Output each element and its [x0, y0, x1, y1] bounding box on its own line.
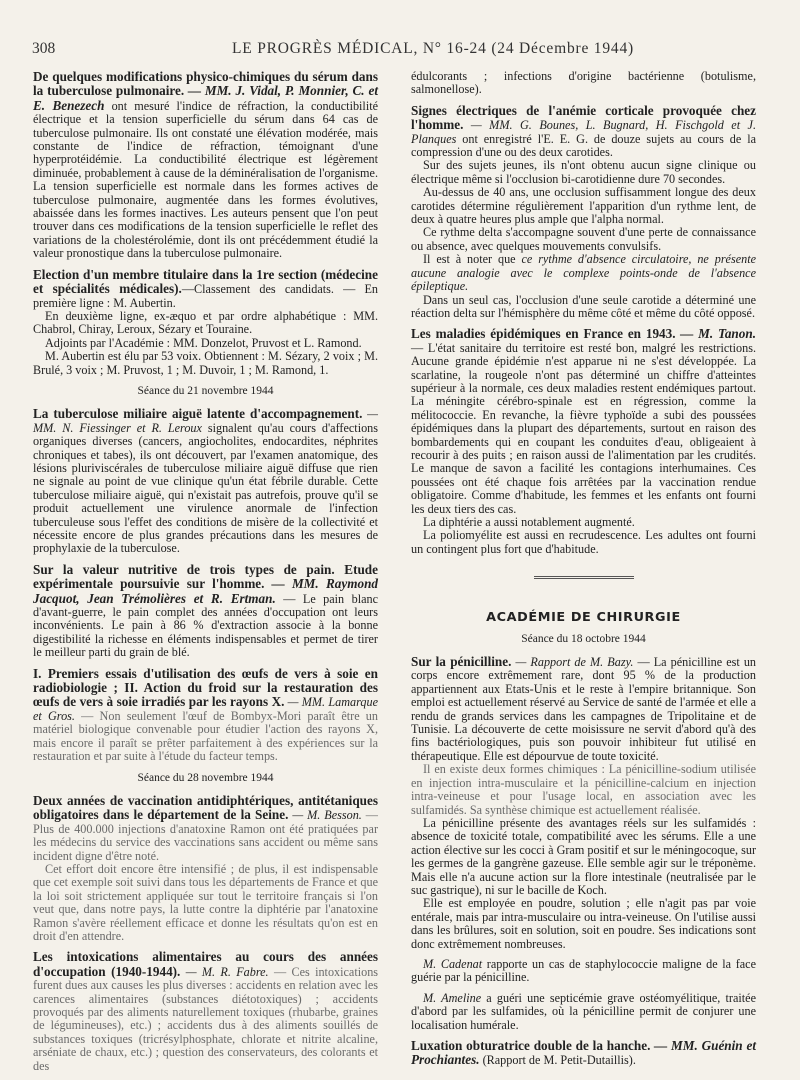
paragraph: Elle est employée en poudre, solution ; elle n'agit pas par voie entérale, mais par intra-musculaire ou intra-veineuse. On l'utilise aussi dans les brûlures, soit en solution, soit en poudre. Ses indications sont donc extrêmement nombreuses.	[411, 896, 756, 951]
paragraph: Sur des sujets jeunes, ils n'ont obtenu aucun signe clinique ou électrique même si l'occlusion bi-carotidienne dure 70 secondes.	[411, 158, 756, 186]
article-authors: M. Cadenat	[423, 956, 483, 971]
article-election	[33, 268, 378, 377]
article-text: — La pénicilline est un corps encore extrêmement rare, dont 95 % de la production appartiennent aux Etats-Unis et le reste à l'empire britannique. Son emploi est actuellement réservé au Service de santé de l'armée et elle a rendu de grands services dans les campagnes de Tripolitaine et de Tunisie. La découverte de cette moisissure ne servit d'abord qu'à des fins bactériologiques, puis son pouvoir inhibiteur fut utilisé en thérapeutique. Elle est dépourvue de toute toxicité.	[411, 655, 757, 763]
seance-heading: Séance du 21 novembre 1944	[137, 384, 274, 397]
paragraph: M. Aubertin est élu par 53 voix. Obtiennent : M. Sézary, 2 voix ; M. Brulé, 3 voix ; M. Pruvost, 1 ; M. Duvoir, 1 ; M. Ramond, 1.	[33, 349, 378, 377]
paragraph: En deuxième ligne, ex-æquo et par ordre alphabétique : MM. Chabrol, Chiray, Leroux, Sézary et Touraine.	[33, 308, 378, 337]
article-continuation	[411, 70, 756, 97]
article-title: Luxation obturatrice double de la hanche.	[411, 1038, 651, 1053]
article-authors: — MM. Guénin et Prochiantes.	[411, 1038, 757, 1068]
article-text: rapporte un cas de staphylococcie maligne de la face guérie par la pénicilline.	[411, 956, 756, 985]
paragraph: Il en existe deux formes chimiques : La pénicilline-sodium utilisée en injection intra-musculaire et la pénicilline-calcium en injection intra-veineuse et pour l'usage local, en association avec les sulfamidés. Sa synthèse chimique est actuellement réalisée.	[411, 762, 756, 817]
article-vaccination	[33, 794, 378, 943]
article-text: —Classement des candidats. — En première ligne : M. Aubertin.	[33, 282, 378, 310]
article-authors: — MM. Lamarque et Gros.	[33, 695, 378, 723]
article-text: a guéri une septicémie grave ostéomyélitique, traitée d'abord par les sulfamides, où la pénicilline permit de conjurer une localisation humérale.	[411, 990, 756, 1032]
article-authors: — MM. J. Vidal, P. Monnier, C. et E. Benezech	[33, 83, 378, 113]
article-title: Les intoxications alimentaires au cours des années d'occupation (1940-1944).	[33, 949, 378, 979]
article-authors: M. Ameline	[423, 990, 482, 1005]
right-column	[411, 70, 756, 1075]
article-penicilline	[411, 655, 756, 951]
article-text: — Plus de 400.000 injections d'anatoxine Ramon ont été pratiquées par les médecins du service des vaccinations sans accident ou même sans incident digne d'être noté.	[33, 808, 378, 863]
paragraph: Au-dessus de 40 ans, une occlusion suffisamment longue des deux carotides détermine régulièrement l'apparition d'un rythme lent, de deux à quatre heures plus ample que l'alpha normal.	[411, 185, 756, 227]
article-maladies-epidemiques	[411, 327, 756, 556]
paragraph: Adjoints par l'Académie : MM. Donzelot, Pruvost et L. Ramond.	[45, 335, 362, 350]
article-title: Election d'un membre titulaire dans la 1re section (médecine et spécialités médicales).	[33, 266, 378, 297]
article-title: De quelques modifications physico-chimiques du sérum dans la tuberculose pulmonaire.	[33, 69, 378, 99]
article-cadenat	[411, 958, 756, 985]
section-divider	[534, 576, 634, 579]
article-text: — Le pain blanc d'avant-guerre, le pain complet des années d'occupation ont leurs inconvénients. Le pain à 86 % d'extraction associe à la bonne digestibilité la richesse en éléments indispensables et permet de tirer le meilleur parti du grain de blé.	[33, 591, 378, 660]
article-pain	[33, 563, 378, 660]
article-title: Sur la valeur nutritive de trois types de pain. Etude expérimentale poursuivie sur l'homme.	[33, 561, 378, 592]
section-heading-academie: ACADÉMIE DE CHIRURGIE	[486, 610, 681, 626]
article-title: I. Premiers essais d'utilisation des œufs de vers à soie en radiobiologie ; II. Action du froid sur la restauration des œufs de vers à soie irradiés par les rayons X.	[33, 665, 378, 710]
article-authors: — M. R. Fabre.	[185, 964, 269, 979]
left-column	[33, 70, 378, 1080]
article-text: — Ces intoxications furent dues aux causes les plus diverses : accidents en relation avec les carences alimentaires (substances diétotoxiques) ; accidents provoqués par des aliments naturellement toxiques (rhubarbe, graines de légumineuses), etc.) ; accidents dus à des aliments souillés de substances toxiques (tricrésylphosphate, chlorate et nitrite alcaline, arséniate de chaux, etc.) ; question des conservateurs, des colorants et des	[33, 964, 379, 1073]
article-title: Deux années de vaccination antidiphtériques, antitétaniques obligatoires dans le département de la Seine.	[33, 792, 378, 823]
paragraph: Cet effort doit encore être intensifié ; de plus, il est indispensable que cet exemple soit suivi dans tous les départements de France et que la loi soit strictement appliquée sur tout le territoire français si l'on veut que, dans notre pays, la lutte contre la diphtérie par l'anatoxine Ramon s'avère réellement efficace et donne les résultats qu'on est en droit d'en attendre.	[33, 861, 378, 943]
seance-heading: Séance du 28 novembre 1944	[137, 771, 274, 784]
seance-heading: Séance du 18 octobre 1944	[521, 632, 646, 645]
article-title: La tuberculose miliaire aiguë latente d'accompagnement.	[33, 406, 363, 422]
article-title: Signes électriques de l'anémie corticale provoquée chez l'homme.	[411, 102, 756, 133]
paragraph: La diphtérie a aussi notablement augmenté.	[423, 515, 635, 529]
article-ameline	[411, 992, 756, 1032]
article-miliaire	[33, 407, 378, 555]
article-anemie-corticale	[411, 104, 756, 321]
article-text: ont enregistré l'E. E. G. de douze sujets au cours de la compression d'une ou des deux carotides.	[411, 131, 756, 160]
article-title: Sur la pénicilline.	[411, 654, 512, 670]
article-authors: — M. Tanon.	[680, 326, 756, 342]
paragraph: La pénicilline présente des avantages réels sur les sulfamidés : absence de toxicité totale, compatibilité avec les sérums. Elle a une action élective sur les cocci à Gram positif et sur le méningocoque, sur les germes de la gangrène gazeuse. Elle semble agir sur le tréponème. Mais elle n'a aucune action sur la flore intestinale (neutralisée par le suc gastrique), ni sur le bacille de Koch.	[411, 815, 756, 897]
running-header	[32, 40, 772, 62]
paragraph: Ce rythme delta s'accompagne souvent d'une perte de connaissance ou absence, avec quelques mouvements convulsifs.	[411, 225, 756, 253]
paragraph-text: Il est à noter que	[423, 252, 516, 267]
paragraph: édulcorants ; infections d'origine bactérienne (botulisme, salmonellose).	[411, 69, 756, 97]
article-title: Les maladies épidémiques en France en 1943.	[411, 326, 676, 342]
paragraph-emphasis: ce rythme d'absence circulatoire, ne présente aucune analogie avec le complexe points-onde de l'absence épileptique.	[411, 252, 757, 294]
article-serum-tuberculose	[33, 70, 378, 261]
page-number: 308	[32, 40, 56, 57]
article-text: — Non seulement l'œuf de Bombyx-Mori paraît être un matériel biologique convenable pour étudier l'action des rayons X, mais encore il paraît se prêter parfaitement à des expériences sur la restauration et par suite à l'étude du facteur temps.	[33, 708, 378, 764]
article-authors: — MM. G. Bounes, L. Bugnard, H. Fischgold et J. Planques	[411, 118, 757, 146]
article-text: ont mesuré l'indice de réfraction, la conductibilité électrique et la tension superficielle du sérum dans 64 cas de tuberculose pulmonaire. Ils ont constaté une élévation modérée, mais constante de l'indice de réfraction, témoignant d'une hyperprotéidémie. La conductibilité électrique est légèrement diminuée, probablement à cause de la déminéralisation de l'organisme. La tension superficielle est normale dans les formes actives de tuberculose pulmonaire, augmentée dans les formes évolutives, abaissée dans les formes inactives. Les auteurs pensent que l'on peut trouver dans ces modifications de la tension superficielle le reflet des variations de la cholestérolémie, dont ils ont précédemment étudié la valeur pronostique dans la tuberculose pulmonaire.	[33, 98, 378, 261]
journal-title: LE PROGRÈS MÉDICAL, N° 16-24 (24 Décembre 1944)	[232, 40, 634, 57]
article-luxation	[411, 1039, 756, 1068]
article-vers-a-soie	[33, 667, 378, 764]
article-text: (Rapport de M. Petit-Dutaillis).	[482, 1053, 636, 1068]
article-text: signalent qu'au cours d'affections organiques diverses (cancers, angiocholites, endocardites, néphrites chroniques et tabes), ils ont découvert, par l'examen anatomique, des lésions pluriviscérales de tuberculose miliaire aiguë diffuse que rien ne signale au point de vue clinique qu'un état fébrile durable. Cette tuberculose miliaire aiguë, qui n'existait pas autrefois, prouve qu'il se produit actuellement une virulence anormale de l'infection tuberculeuse sous l'effet des conditions de misère de la collectivité et nécessite encore de plus grandes précautions dans les mesures de prophylaxie de la tuberculose.	[33, 420, 379, 556]
article-text: — L'état sanitaire du territoire est resté bon, malgré les restrictions. Aucune grande épidémie n'est apparue ni ne s'est développée. La scarlatine, la rougeole n'ont pas déterminé un chiffre d'atteintes supérieur à la normale, ces deux maladies restent endémiques partout. La méningite cérébro-spinale est en régression, comme la mélitococcie. En revanche, la fièvre typhoïde a subi des poussées épidémiques dans la plupart des départements, surtout en raison des bombardements qui en coupant les conduites d'eau, obligeaient à recourir à des puits ; en raison aussi de l'alimentation par les crudités. Le manque de savon a facilité les contagions interhumaines. Ces poussées ont été chaque fois arrêtées par la vaccination rendue obligatoire. Comme d'habitude, les femmes et les enfants ont fourni les deux tiers des cas.	[411, 340, 756, 516]
article-authors: — MM. Raymond Jacquot, Jean Trémolières et R. Ertman.	[33, 576, 379, 606]
paragraph: La poliomyélite est aussi en recrudescence. Les adultes ont fourni un contingent plus fort que d'habitude.	[411, 528, 756, 556]
article-authors: — MM. N. Fiessinger et R. Leroux	[33, 407, 378, 435]
article-intoxications	[33, 950, 378, 1073]
paragraph: Dans un seul cas, l'occlusion d'une seule carotide a déterminé une réaction delta sur l'hémisphère du même côté et même du côté opposé.	[411, 292, 756, 320]
article-authors: — Rapport de M. Bazy.	[515, 655, 634, 670]
article-authors: — M. Besson.	[292, 808, 362, 823]
